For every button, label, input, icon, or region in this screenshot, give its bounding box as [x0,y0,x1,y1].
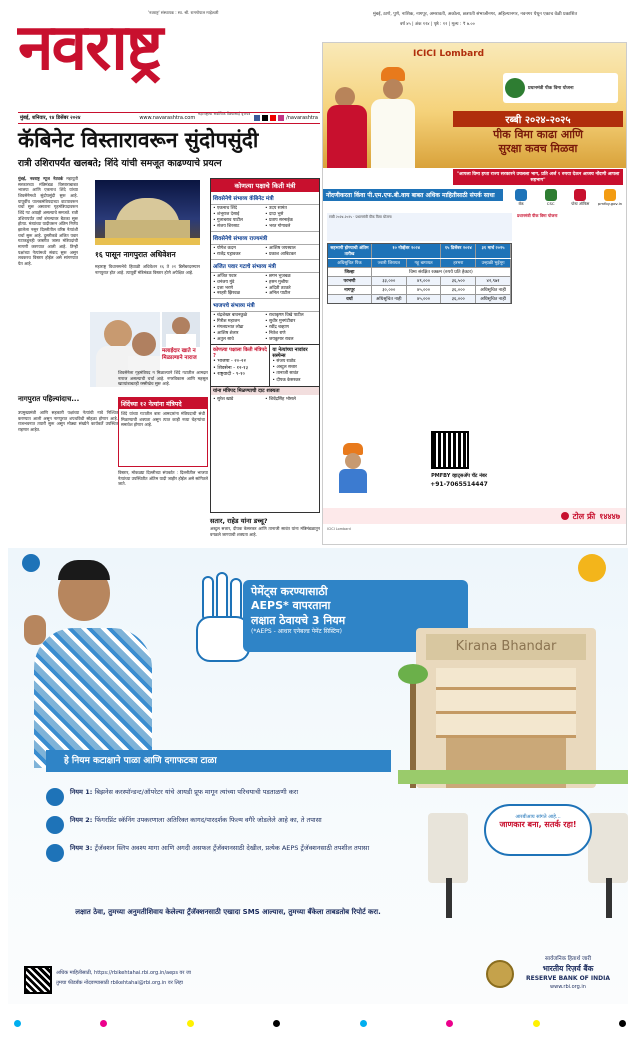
id-card-icon [46,788,64,806]
table-row [328,294,511,303]
nar-headline: मलाईदार खाते न मिळाल्याने नाराज [162,348,197,361]
tollfree-label: टोल फ्री [572,511,596,521]
rule-strip-text: हे नियम कटाक्षाने पाळा आणि दगाफटका टाळा [64,756,217,766]
minister-name: • हसन मुश्रीफ [265,279,289,285]
table-cell: ४५,००० [407,286,442,294]
rule-item [46,816,391,834]
icici-disclaimer [327,527,623,543]
count-head: कोणत्या पक्षाला किती मंत्रिपदे ? [213,347,267,360]
minister-name: • संजय शिरसाट [213,223,240,229]
icici-head-2: सुरक्षा कवच मिळवा [498,142,578,155]
cyan-dot-2 [360,1020,367,1027]
magenta-dot-2 [446,1020,453,1027]
channel-item [567,189,593,207]
district-cell: परभणी [328,277,372,285]
minister-name: • राजेंद्र यड्रावकर [213,251,241,257]
whatsapp-number[interactable]: +91-7065514447 [430,481,488,488]
whatsapp-label: PMFBY व्हाट्सअ‍ॅप चॅट नंबर [431,473,487,479]
minister-name: • नरहरी झिरवळ [213,291,240,297]
count-list [213,359,267,379]
party-count: • शिवसेना - १२-१३ [213,365,249,371]
rbi-seal-icon [486,960,514,988]
icici-right-notes [517,213,624,463]
lead-bottom-text: विस्तार, मोकळ्या दिल्लीच्या संपर्कात : दिल्लीतील भाजपा नेत्यांच्या उपस्थितीत अंतिम यादी जाहीर होईल असे सांगितले जाते. [118,470,208,487]
rules-list [46,788,391,872]
suspense-box [270,345,319,386]
fingerprint-icon [46,816,64,834]
photo-text: महाराष्ट्र विधानसभेचे हिवाळी अधिवेशन १६ ते २१ डिसेंबरदरम्यान नागपुरात होत आहे. त्यापूर्वी मंत्रिमंडळ विस्तार होणे अपेक्षित आहे. [95,264,200,275]
rbi-title-note: (*AEPS - आधार एनेबल्ड पेमेंट सिस्टिम) [251,627,342,635]
edition-list: मुंबई, ठाणे, पुणे, नाशिक, नागपूर, अमरावती, अकोला, छत्रपती संभाजीनगर, अहिल्यानगर, नवनगर येथून एकाच वेळी प्रकाशित [372,12,578,17]
channel-item [538,189,564,207]
icici-desc: रब्बी २०२४-२०२५ · प्रधानमंत्री पीक विमा योजना [327,213,512,241]
shop-sign: Kirana Bhandar [426,634,586,660]
table-header-cell: १० नोव्हेंबर २०२४ [372,244,442,258]
lead-body-1: महायुती सरकारच्या मंत्रिमंडळ विस्ताराबाबत भाजपा आणि एकनाथ शिंदे यांच्या शिवसेनेमध्ये सुंदोपसुंदी सुरू आहे. यापूर्वीच पालकमंत्रिपदाच्या वाटपावरून चर्चा सुरू असताना गृहमंत्रिपदावरून शिंदे गट आग्रही असल्याचे समजते. रात्री उशिरापर्यंत वर्षा बंगल्यावर बैठका सुरू होत्या. मंत्र्यांच्या यादीवरून अंतिम निर्णय झालेला नसून दिल्लीतील वरिष्ठ नेत्यांशी चर्चा सुरू आहे. [18,176,78,238]
rbi-name-en: RESERVE BANK OF INDIA [526,975,610,982]
scheme-badge-text: प्रधानमंत्री पीक विमा योजना [528,86,574,91]
scheme-badge [503,73,618,103]
disclaimer-brand: ICICI Lombard [327,527,351,531]
man-figure [28,560,178,765]
table-cell: ४२,९७१ [476,277,511,285]
rule-label: नियम 1: [70,788,95,796]
channel-icon [604,189,616,201]
photo-caption: १६ पासून नागपुरात अधिवेशन [95,250,176,259]
table-row [328,285,511,294]
lead-body-2: दुसरीकडे अजित पवार गटाकडूनही जास्तीत जास्त मंत्रिपदांची मागणी करण्यात आली आहे. तिन्ही पक्षांच्या नेत्यांमध्ये संवाद सुरू असून लवकरच विस्तार होईल असे सांगण्यात येत आहे. [18,232,78,267]
likely-name: • शिवेंद्रसिंह भोसले [265,396,296,402]
rbi-title-1: पेमेंट्स करण्यासाठी [251,585,328,598]
table-subheader-row [328,258,511,267]
x-icon[interactable] [262,115,268,121]
channel-label: pmfby.gov.in [597,201,623,206]
rbi-title-3: लक्षात ठेवायचे 3 नियम [251,613,346,627]
table-subheader-cell: गहू बागायत [407,259,442,267]
kirana-shop [416,628,596,788]
palm-tree [398,658,428,788]
facebook-icon[interactable] [254,115,260,121]
dateline: मुंबई, शनिवार, १४ डिसेंबर २०२४ [20,114,81,121]
rule-body: ट्रँजॅक्शन स्लिप अवश्य मागा आणि अगदी असफल ट्रँजॅक्शनसाठी देखील, प्रत्येक AEPS ट्रँजॅक्शनसाठी तपशील तपासा [94,844,370,852]
assembly-photo [95,180,200,245]
table-subheader-cell: उन्हाळी भुईमूग [476,259,511,267]
suspense-name: • तानाजी सावंत [272,371,299,377]
count-box [211,345,270,386]
minister-name: • भरत गोगावले [265,223,291,229]
minister-name: • गिरीश महाजन [213,319,240,325]
minister-name: • नितेश राणे [265,331,286,337]
oath-box [118,397,208,467]
channel-label: बँक [518,201,524,206]
qr-code-icon[interactable] [431,431,469,469]
table-header-cell: सहभागी होण्याची अंतिम तारीख [328,244,372,258]
oath-text: शिंदे यांच्या गटातील बारा आमदारांना मंत्रिपदाची संधी मिळण्याची शक्यता असून त्यात काही नव्या चेहऱ्यांचा समावेश होणार आहे. [121,411,205,428]
footer-text: अब्दुल सत्तार, दीपक केसरकर आणि तानाजी सावंत यांना मंत्रिमंडळातून वगळले जाण्याची शक्यता आहे. [210,526,320,537]
social-icons [254,115,318,122]
icici-slogan: "आपला विमा हप्ता राज्य सरकारने उचलला भाग, प्रति अर्ज १ रुपया देऊन आजच नोंदणी आपला सहभाग" [453,169,623,185]
icici-brand: ICICI Lombard [413,49,485,59]
rule-item [46,788,391,806]
bjp-list [211,312,319,344]
black-dot-2 [619,1020,626,1027]
shinde-state-head: शिवसेनेचे संभाव्य राज्यमंत्री [211,231,319,245]
minister-name: • रवींद्र चव्हाण [265,325,289,331]
district-cell: वर्धा [328,295,372,303]
table-cell: अधिसूचित नाही [372,295,407,303]
speech-bubble [484,804,592,856]
rbi-campaign: सार्वजनिक हितार्थ जारी [544,956,592,962]
table-header-cell: १५ डिसेंबर २०२४ [441,244,476,258]
table-cell: ४९,००० [407,277,442,285]
table-cell: अधिसूचित नाही [476,286,511,294]
shop-ground [398,770,628,784]
minister-name: • आशिष जयस्वाल [265,245,296,251]
channel-icons [508,189,623,207]
shinde-list [211,205,319,231]
cabinet-sidebar [210,178,320,513]
likely-list [211,395,319,403]
table-row [328,267,511,276]
lead-subhead: रात्री उशिरापर्यंत खलबते; शिंदे यांची समजूत काढण्याचे प्रयत्न [18,158,222,169]
channel-label: पोस्ट ऑफिस [571,201,590,206]
rbi-footer-qr-icon[interactable] [24,966,52,994]
likely-head: यांना मंत्रिपद मिळण्याची दाट शक्यता [211,386,319,395]
minister-name: • राधाकृष्ण विखे पाटील [265,313,304,319]
table-cell: ४५,००० [407,295,442,303]
minister-name: • एकनाथ शिंदे [213,206,238,211]
channel-icon [515,189,527,201]
icici-logo[interactable] [413,49,484,59]
ok-hand-icon [24,615,46,645]
minister-name: • उदय सामंत [265,206,287,211]
newspaper-logo: नवराष्ट्र [18,11,162,85]
tagline: महाराष्ट्राचा सर्वाधिक विश्वासार्ह वृत्तपत्र [198,111,251,116]
ajit-head: अजित पवार गटाचे संभाव्य मंत्री [211,259,319,273]
yellow-dot-2 [533,1020,540,1027]
dateline-bar [18,112,320,124]
rule-item [46,844,391,862]
issue-meta: वर्ष ४५ | अंक १२४ | पृष्ठे : १२ | मूल्य : ₹ ७.०० [400,22,475,27]
minister-name: • जयकुमार रावल [265,337,294,343]
woman-figure [327,83,367,168]
minister-name: • धनंजय मुंडे [213,279,235,285]
farmer-figure [363,63,423,168]
channel-label: CSC [546,201,555,206]
lead-body-3: उपमुख्यमंत्री आणि सहकारी पक्षांच्या नेत्यांची नावे निश्चित करण्यात आली असून नागपुरात शपथविधी सोहळा होणार आहे. राजभवनात तयारी सुरू असून मोठ्या संख्येने कार्यकर्ते उपस्थित राहणार आहेत. [18,410,118,433]
rule-body: बिझनेस करस्पॉन्डन्ट/ऑपरेटर यांचे आयडी प्रूफ मागून त्यांच्या परिचयाची पडताळणी करा [94,788,299,796]
rbi-name-mr: भारतीय रिज़र्व बैंक [542,964,594,973]
footer-headline: सतार, राहेड यांना डच्चू? [210,517,268,525]
table-header-cell: ३१ मार्च २०२५ [476,244,511,258]
minister-name: • चंद्रशेखर बावनकुळे [213,313,248,319]
icici-desc-season: रब्बी २०२४-२०२५ [329,215,353,219]
suspense-name: • संजय राठोड [272,359,296,365]
tollfree-number[interactable]: १४४४७ [599,511,620,521]
social-handle[interactable]: /navarashtra [286,114,318,121]
website-link[interactable]: www.navarashtra.com [139,114,196,121]
table-body [328,267,511,303]
contact-head: नोंदणीकरता किंवा पी.एम.एफ.बी.वाय बाबत अधिक माहितीसाठी संपर्क साधा [323,189,503,201]
phone-icon [561,512,569,520]
table-row [328,276,511,285]
rbi-feedback[interactable]: तुमचा फीडबॅक नोंदवण्यासाठी rbikehtahai@rbi.org.in वर लिहा [56,980,183,986]
tollfree-bar [323,508,626,524]
notes-head: प्रधानमंत्री पीक विमा योजना [517,213,558,218]
rbi-title-2: AEPS* वापरताना [251,599,331,613]
bubble-line-2: जाणकार बना, सतर्क रहा! [499,820,577,829]
rbi-url[interactable]: www.rbi.org.in [550,984,586,990]
bjp-head: भाजपचे संभाव्य मंत्री [211,298,319,312]
minister-name: • दत्ता भरणे [213,285,233,291]
byline: मुंबई, नवराष्ट्र न्यूज नेटवर्क [18,176,64,181]
minister-name: • योगेश कदम [213,245,236,251]
lead-headline: कॅबिनेट विस्तारावरून सुंदोपसुंदी [18,128,259,152]
minister-name: • प्रकाश आबिटकर [265,251,296,257]
aeps-logo-icon [578,554,606,582]
channel-item [508,189,534,207]
sidebar-title: कोणत्या पक्षाचे किती मंत्री [211,179,319,192]
table-cell: ३०,००० [372,286,407,294]
table-cell: ३६,००० [441,295,476,303]
ajit-list [211,273,319,299]
channel-icon [545,189,557,201]
channel-icon [574,189,586,201]
registration-marks [14,1020,626,1027]
suspense-list [272,359,317,384]
icici-ad [322,42,627,545]
rbi-ad [8,548,628,1004]
rule-text [70,844,369,853]
minister-name: • सुधीर मुनगंटीवार [265,319,296,325]
founder-tag: 'नवराष्ट्र' संस्थापक : स्व. श्री. रामगोपाल माहेश्वरी [148,10,219,15]
rule-text [70,816,322,825]
rule-strip [46,750,391,772]
table-subheader-cell: हरभरा [441,259,476,267]
minister-name: • गुलाबराव पाटील [213,217,243,223]
table-subheader-cell: ज्वारी जिरायत [372,259,407,267]
rbi-more-info[interactable]: अधिक माहितीसाठी, https://rbikehtahai.rbi.org.in/aeps वर जा [56,970,191,976]
minister-name: • अदिती तटकरे [265,285,291,291]
minister-name: • अनिल पाटील [265,291,291,297]
shinde-head: शिवसेनेचे संभाव्य कॅबिनेट मंत्री [211,192,319,205]
minister-name: • दादा भुसे [265,211,284,217]
lead-subheading: नागपुरात पहिल्यांदाच... [18,395,80,403]
instagram-icon[interactable] [278,115,284,121]
receipt-icon [46,844,64,862]
rule-label: नियम 2: [70,816,95,824]
minister-name: • अजित पवार [213,273,237,279]
table-cell: ३६,५०० [441,277,476,285]
rbi-bottom-msg: लक्षात ठेवा, तुमच्या अनुमतीशिवाय केलेल्या ट्रँजॅक्शनसाठी एखादा SMS आल्यास, तुमच्या बँकेला ताबडतोब रिपोर्ट करा. [75,908,381,916]
table-cell: ३३,००० [372,277,407,285]
minister-name: • मंगलप्रभात लोढा [213,325,244,331]
table-cell: अधिसूचित नाही [476,295,511,303]
minister-name: • आशिष शेलार [213,331,239,337]
sidebar-bottom [211,344,319,386]
oath-headline: शिंदेंच्या १२ नेत्यांना मंत्रिपदे [119,398,207,409]
table-header-row [328,244,511,258]
likely-name: • सुरेश खाडे [213,396,234,402]
party-count: • राष्ट्रवादी - ९-१० [213,372,246,378]
minister-name: • छगन भुजबळ [265,273,291,279]
rule-text [70,788,298,797]
pmfby-logo-icon [505,78,525,98]
minister-name: • शंभूराज देसाई [213,211,240,217]
table-cell: विमा संरक्षित रक्कम (रुपये प्रति हेक्टर) [372,268,511,276]
suspense-head: या नेत्यांच्या नावांवर सस्पेन्स [272,347,308,360]
icici-head-1: पीक विमा काढा आणि [493,128,583,141]
masthead [18,8,320,126]
black-dot [273,1020,280,1027]
shinde-photo [162,312,200,347]
district-cell: जिल्हा [328,268,372,276]
yellow-dot [187,1020,194,1027]
icici-desc-scheme: प्रधानमंत्री पीक विमा योजना [355,215,392,219]
magenta-dot [100,1020,107,1027]
table-cell: ३६,००० [441,286,476,294]
insurance-table [327,243,512,304]
suspense-name: • दीपक केसरकर [272,377,301,383]
youtube-icon[interactable] [270,115,276,121]
rule-body: फिंगरप्रिंट स्कॅनिंग उपकरणाला अतिरिक्त कागद/पारदर्शक फिल्म वगैरे जोडलेले आहे का, ते तपासा [94,816,322,824]
mascot [335,443,371,493]
nar-text: शिवसेनेला गृहमंत्रिपद न मिळाल्याने शिंदे गटातील आमदार नाराज असल्याची चर्चा आहे. नगरविकास आणि महसूल खात्यांबाबतही रस्सीखेच सुरू आहे. [118,370,208,387]
cyan-dot [14,1020,21,1027]
season-label: रब्बी २०२४-२०२५ [453,111,623,127]
minister-name: • अतुल सावे [213,337,234,343]
channel-item [597,189,623,207]
suspense-name: • अब्दुल सत्तार [272,365,297,371]
district-cell: नागपूर [328,286,372,294]
party-count: • भाजपा - २०-२२ [213,359,246,365]
table-subheader-cell: अधिसूचित पिक [328,259,372,267]
minister-name: • प्रताप सरनाईक [265,217,293,223]
rule-label: नियम 3: [70,844,95,852]
bubble-line-1: आरबीआय सांगते आहे... [515,814,561,820]
shinde-state-list [211,245,319,259]
